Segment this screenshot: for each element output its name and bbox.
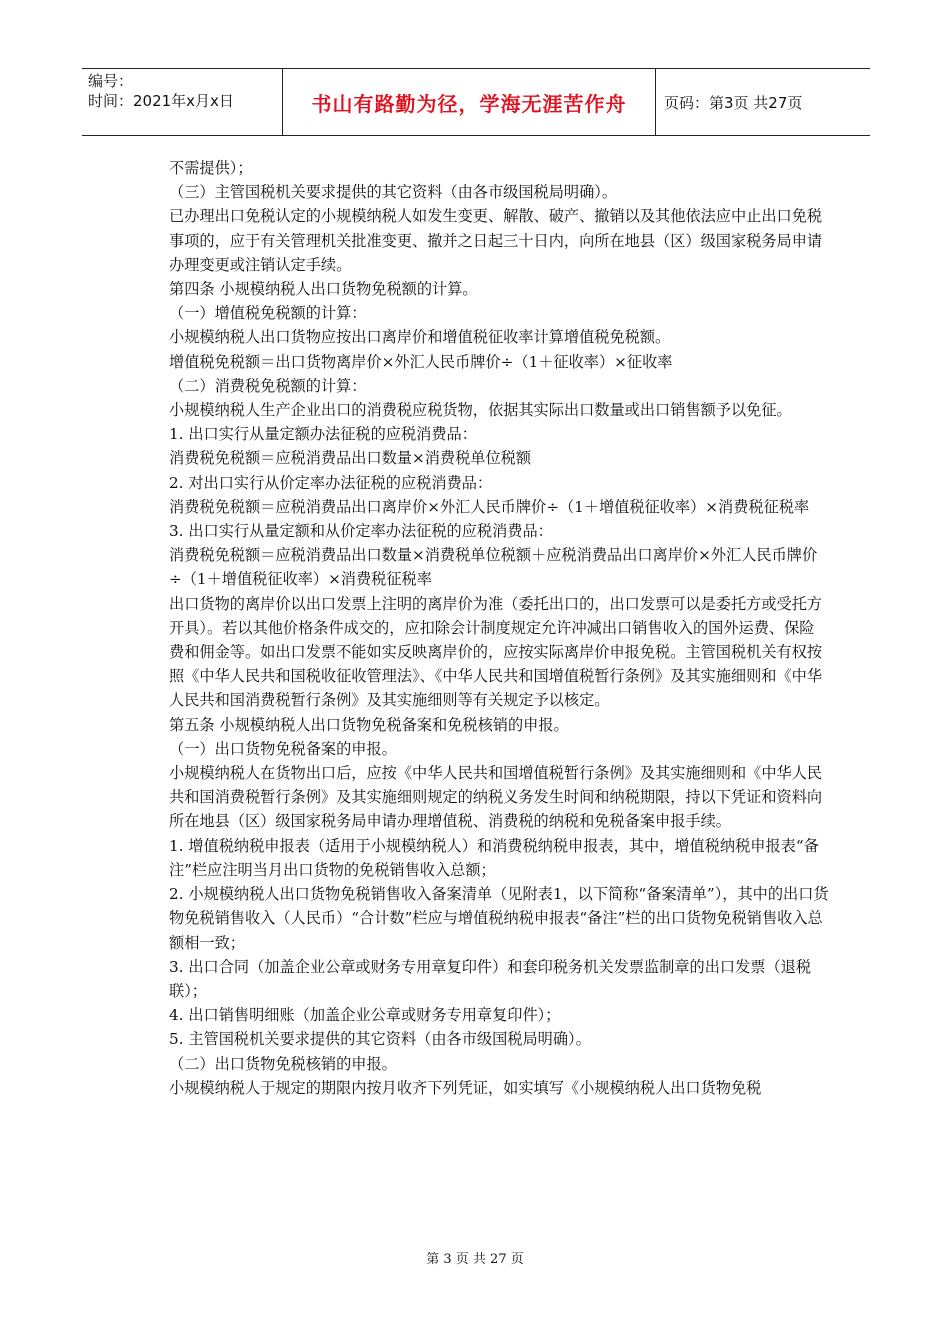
list-item: 1. 出口实行从量定额办法征税的应税消费品： bbox=[169, 425, 477, 444]
article-heading: 第四条 小规模纳税人出口货物免税额的计算。 bbox=[169, 280, 478, 299]
list-item: 2. 小规模纳税人出口货物免税销售收入备案清单（见附表1，以下简称“备案清单”），其中的出口货物免税销售收入（人民币）“合计数”栏应与增值税纳税申报表“备注”栏的出口货物免税销售收入总额相一致； bbox=[169, 885, 829, 952]
paragraph: 小规模纳税人生产企业出口的消费税应税货物，依据其实际出口数量或出口销售额予以免征。 bbox=[169, 401, 792, 420]
paragraph: 不需提供）； bbox=[169, 159, 253, 177]
formula: 消费税免税额＝应税消费品出口数量×消费税单位税额 bbox=[169, 449, 532, 468]
header-page-cell bbox=[656, 69, 870, 135]
header-date-label: 时间：2021年x月x日 bbox=[88, 92, 234, 110]
formula: 消费税免税额＝应税消费品出口数量×消费税单位税额＋应税消费品出口离岸价×外汇人民币牌价÷（1＋增值税征收率）×消费税征税率 bbox=[169, 546, 818, 589]
list-item: 2. 对出口实行从价定率办法征税的应税消费品： bbox=[169, 473, 493, 492]
footer-page-number: 第 3 页 共 27 页 bbox=[426, 1252, 524, 1267]
header-motto: 书山有路勤为径，学海无涯苦作舟 bbox=[311, 91, 627, 116]
paragraph: （三）主管国税机关要求提供的其它资料（由各市级国税局明确）。 bbox=[169, 183, 618, 202]
paragraph: （一）出口货物免税备案的申报。 bbox=[169, 739, 397, 758]
paragraph: 小规模纳税人出口货物应按出口离岸价和增值税征收率计算增值税免税额。 bbox=[169, 328, 671, 347]
list-item: 1. 增值税纳税申报表（适用于小规模纳税人）和消费税纳税申报表，其中，增值税纳税申报表“备注”栏应注明当月出口货物的免税销售收入总额； bbox=[169, 836, 819, 879]
document-body bbox=[169, 156, 829, 1100]
paragraph: （二）出口货物免税核销的申报。 bbox=[169, 1054, 397, 1073]
formula: 消费税免税额＝应税消费品出口离岸价×外汇人民币牌价÷（1＋增值税征收率）×消费税征税率 bbox=[169, 497, 810, 516]
article-heading: 第五条 小规模纳税人出口货物免税备案和免税核销的申报。 bbox=[169, 715, 569, 734]
paragraph: （一）增值税免税额的计算： bbox=[169, 304, 367, 323]
paragraph: 已办理出口免税认定的小规模纳税人如发生变更、解散、破产、撤销以及其他依法应中止出口免税事项的，应于有关管理机关批准变更、撤并之日起三十日内，向所在地县（区）级国家税务局申请办理变更或注销认定手续。 bbox=[169, 207, 823, 274]
paragraph: （二）消费税免税额的计算： bbox=[169, 376, 367, 395]
list-item: 4. 出口销售明细账（加盖企业公章或财务专用章复印件）； bbox=[169, 1006, 561, 1025]
header-motto-cell bbox=[283, 69, 656, 135]
formula: 增值税免税额＝出口货物离岸价×外汇人民币牌价÷（1＋征收率）×征收率 bbox=[169, 352, 673, 371]
paragraph: 小规模纳税人于规定的期限内按月收齐下列凭证，如实填写《小规模纳税人出口货物免税 bbox=[169, 1078, 762, 1097]
list-item: 3. 出口实行从量定额和从价定率办法征税的应税消费品： bbox=[169, 522, 553, 541]
list-item: 5. 主管国税机关要求提供的其它资料（由各市级国税局明确）。 bbox=[169, 1030, 591, 1049]
header-number-label: 编号： bbox=[88, 72, 134, 90]
paragraph: 小规模纳税人在货物出口后，应按《中华人民共和国增值税暂行条例》及其实施细则和《中华人民共和国消费税暂行条例》及其实施细则规定的纳税义务发生时间和纳税期限，持以下凭证和资料向所在地县（区）级国家税务局申请办理增值税、消费税的纳税和免税备案申报手续。 bbox=[169, 764, 823, 831]
paragraph: 出口货物的离岸价以出口发票上注明的离岸价为准（委托出口的，出口发票可以是委托方或受托方开具）。若以其他价格条件成交的，应扣除会计制度规定允许冲减出口销售收入的国外运费、保险费和佣金等。如出口发票不能如实反映离岸价的，应按实际离岸价申报免税。主管国税机关有权按照《中华人民共和国税收征收管理法》、《中华人民共和国增值税暂行条例》及其实施细则和《中华人民共和国消费税暂行条例》及其实施细则等有关规定予以核定。 bbox=[169, 594, 823, 710]
page-header bbox=[82, 68, 870, 136]
header-page-info: 页码：第3页 共27页 bbox=[664, 93, 803, 112]
header-info-cell bbox=[82, 69, 283, 135]
page-footer bbox=[0, 1248, 950, 1267]
list-item: 3. 出口合同（加盖企业公章或财务专用章复印件）和套印税务机关发票监制章的出口发票（退税联）； bbox=[169, 957, 812, 1000]
